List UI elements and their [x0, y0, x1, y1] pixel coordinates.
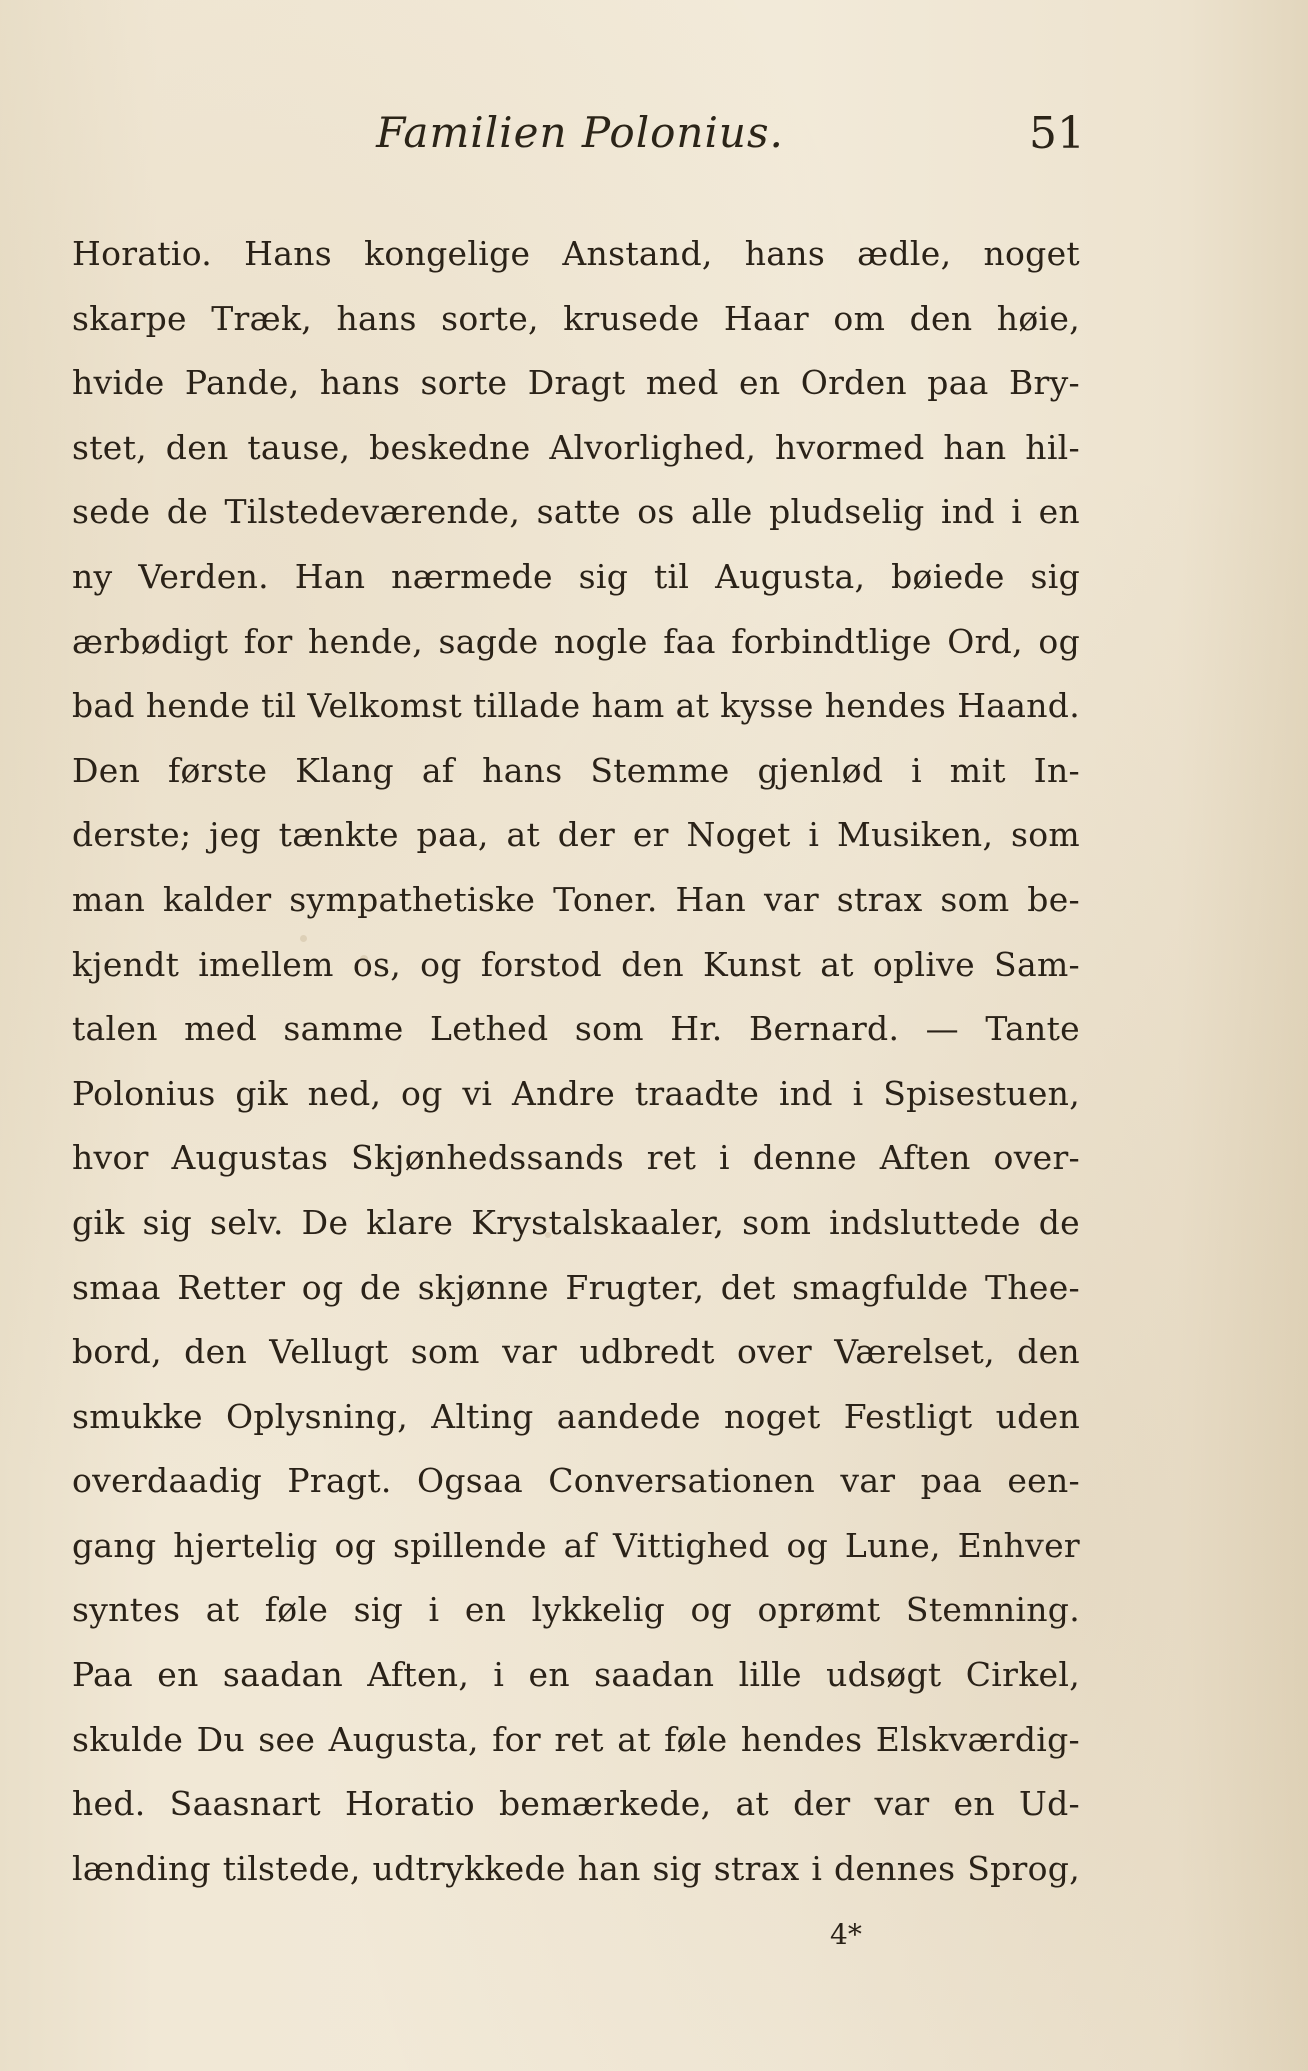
text-line: hvor Augustas Skjønhedssands ret i denne Aften over-: [72, 1138, 1080, 1178]
text-line: kjendt imellem os, og forstod den Kunst at oplive Sam-: [72, 944, 1080, 984]
text-line: sede de Tilstedeværende, satte os alle pludselig ind i en: [72, 492, 1080, 532]
text-line: man kalder sympathetiske Toner. Han var strax som be-: [72, 879, 1080, 919]
text-line: hed. Saasnart Horatio bemærkede, at der var en Ud-: [72, 1784, 1080, 1824]
body-text: [72, 222, 1080, 1901]
text-line: Paa en saadan Aften, i en saadan lille udsøgt Cirkel,: [72, 1655, 1080, 1695]
text-line: syntes at føle sig i en lykkelig og oprømt Stemning.: [72, 1590, 1080, 1630]
text-line: Horatio. Hans kongelige Anstand, hans ædle, noget: [72, 234, 1080, 273]
page-number: 51: [1029, 108, 1085, 159]
text-line: bord, den Vellugt som var udbredt over Værelset, den: [72, 1332, 1080, 1372]
text-line: lænding tilstede, udtrykkede han sig strax i dennes Sprog,: [72, 1848, 1080, 1888]
text-line: skulde Du see Augusta, for ret at føle hendes Elskværdig-: [72, 1719, 1080, 1759]
running-title: Familien Polonius.: [376, 108, 784, 157]
text-line: Den første Klang af hans Stemme gjenlød i mit In-: [72, 750, 1080, 790]
text-line: gang hjertelig og spillende af Vittighed og Lune, Enhver: [72, 1525, 1080, 1565]
running-head: [75, 108, 1085, 178]
text-line: Polonius gik ned, og vi Andre traadte ind i Spisestuen,: [72, 1073, 1080, 1113]
signature-mark: 4*: [830, 1918, 862, 1951]
text-line: derste; jeg tænkte paa, at der er Noget i Musiken, som: [72, 815, 1080, 855]
text-line: ærbødigt for hende, sagde nogle faa forbindtlige Ord, og: [72, 621, 1080, 661]
text-line: overdaadig Pragt. Ogsaa Conversationen var paa een-: [72, 1461, 1080, 1501]
text-line: smaa Retter og de skjønne Frugter, det smagfulde Thee-: [72, 1267, 1080, 1307]
text-line: stet, den tause, beskedne Alvorlighed, hvormed han hil-: [72, 427, 1080, 467]
text-line: smukke Oplysning, Alting aandede noget Festligt uden: [72, 1396, 1080, 1436]
text-line: hvide Pande, hans sorte Dragt med en Orden paa Bry-: [72, 363, 1080, 403]
text-line: bad hende til Velkomst tillade ham at kysse hendes Haand.: [72, 686, 1080, 726]
text-line: ny Verden. Han nærmede sig til Augusta, bøiede sig: [72, 556, 1080, 596]
text-line: talen med samme Lethed som Hr. Bernard. — Tante: [72, 1009, 1080, 1049]
text-line: skarpe Træk, hans sorte, krusede Haar om den høie,: [72, 298, 1080, 338]
text-line: gik sig selv. De klare Krystalskaaler, som indsluttede de: [72, 1202, 1080, 1242]
